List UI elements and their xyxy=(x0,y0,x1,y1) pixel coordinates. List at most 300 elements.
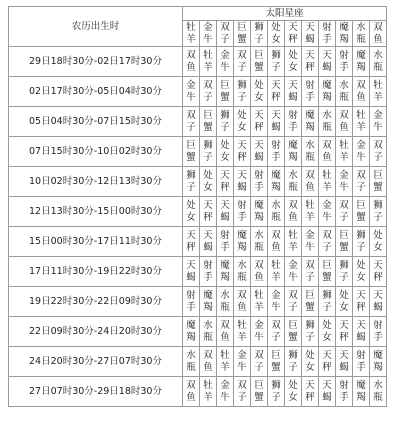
sign-cell xyxy=(251,257,268,287)
sign-char-2: 瓶 xyxy=(339,91,349,103)
sign-char-1: 射 xyxy=(339,379,349,391)
sign-char-1: 金 xyxy=(220,49,230,61)
lunar-time-range: 27日07时30分-29日18时30分 xyxy=(9,377,183,407)
sign-char-2: 鱼 xyxy=(237,301,247,313)
sign-char-1: 天 xyxy=(220,199,230,211)
sign-char-2: 蟹 xyxy=(288,331,298,343)
sign-cell xyxy=(234,287,251,317)
sign-char-2: 蟹 xyxy=(322,271,332,283)
sign-cell xyxy=(200,167,217,197)
sign-cell xyxy=(251,107,268,137)
sign-char-2: 手 xyxy=(203,271,213,283)
sign-char-1: 水 xyxy=(254,229,264,241)
sign-cell xyxy=(200,377,217,407)
sign-char-1: 处 xyxy=(254,79,264,91)
table-row xyxy=(9,167,387,197)
sign-cell xyxy=(319,287,336,317)
sign-char-1: 魔 xyxy=(237,229,247,241)
sign-char-2: 子 xyxy=(237,391,247,403)
header-row-top xyxy=(9,7,387,21)
sign-cell xyxy=(302,257,319,287)
sign-char-2: 手 xyxy=(322,33,332,45)
sign-cell xyxy=(319,317,336,347)
sign-cell xyxy=(200,197,217,227)
sign-char-2: 女 xyxy=(356,271,366,283)
sign-char-2: 鱼 xyxy=(339,121,349,133)
sign-char-2: 瓶 xyxy=(373,391,383,403)
sign-cell xyxy=(370,77,387,107)
sign-cell xyxy=(319,21,336,47)
sign-char-1: 双 xyxy=(203,79,213,91)
sign-char-1: 双 xyxy=(356,169,366,181)
sign-char-1: 魔 xyxy=(356,379,366,391)
sign-char-1: 牡 xyxy=(288,229,298,241)
sign-cell xyxy=(251,377,268,407)
sign-char-2: 手 xyxy=(186,301,196,313)
sign-char-1: 牡 xyxy=(305,199,315,211)
sign-cell xyxy=(183,107,200,137)
sign-char-2: 蝎 xyxy=(373,301,383,313)
sign-cell xyxy=(370,21,387,47)
sign-char-2: 羊 xyxy=(288,241,298,253)
sign-char-1: 射 xyxy=(356,349,366,361)
sign-cell xyxy=(353,21,370,47)
sign-char-2: 羊 xyxy=(305,211,315,223)
sign-char-1: 双 xyxy=(186,379,196,391)
sign-char-2: 羯 xyxy=(186,331,196,343)
sign-char-1: 双 xyxy=(305,259,315,271)
sign-char-2: 羯 xyxy=(356,61,366,73)
sign-char-2: 羊 xyxy=(356,121,366,133)
sign-cell xyxy=(319,227,336,257)
sign-char-1: 金 xyxy=(339,169,349,181)
sign-char-1: 射 xyxy=(220,229,230,241)
sign-char-2: 秤 xyxy=(203,211,213,223)
sign-char-1: 牡 xyxy=(322,169,332,181)
sign-char-1: 狮 xyxy=(373,199,383,211)
sign-cell xyxy=(319,137,336,167)
sign-cell xyxy=(336,287,353,317)
sign-cell xyxy=(234,77,251,107)
sign-cell xyxy=(183,197,200,227)
sign-char-1: 水 xyxy=(237,259,247,271)
sign-char-1: 天 xyxy=(186,229,196,241)
sign-char-2: 鱼 xyxy=(254,271,264,283)
sign-cell xyxy=(370,137,387,167)
sign-cell xyxy=(302,347,319,377)
sign-char-1: 天 xyxy=(339,349,349,361)
sign-char-2: 秤 xyxy=(220,181,230,193)
sign-char-1: 处 xyxy=(288,379,298,391)
sign-cell xyxy=(200,107,217,137)
sign-char-1: 巨 xyxy=(220,79,230,91)
sign-char-2: 牛 xyxy=(220,61,230,73)
table-row xyxy=(9,347,387,377)
sign-cell xyxy=(200,137,217,167)
sign-cell xyxy=(285,167,302,197)
sign-char-1: 天 xyxy=(322,49,332,61)
sign-cell xyxy=(234,347,251,377)
sign-char-2: 子 xyxy=(339,271,349,283)
sign-char-1: 金 xyxy=(373,109,383,121)
sign-char-1: 魔 xyxy=(271,169,281,181)
sign-char-1: 双 xyxy=(254,349,264,361)
sign-char-1: 水 xyxy=(339,79,349,91)
sign-char-1: 双 xyxy=(203,349,213,361)
sign-char-1: 双 xyxy=(271,229,281,241)
sign-char-1: 狮 xyxy=(288,349,298,361)
sign-char-1: 巨 xyxy=(271,349,281,361)
sign-cell xyxy=(302,21,319,47)
sign-cell xyxy=(251,287,268,317)
sign-char-2: 子 xyxy=(322,301,332,313)
sign-char-1: 牡 xyxy=(339,139,349,151)
sign-char-2: 子 xyxy=(237,61,247,73)
sign-char-2: 蟹 xyxy=(271,361,281,373)
sign-char-2: 羊 xyxy=(203,61,213,73)
sign-char-1: 金 xyxy=(203,21,213,33)
sign-char-1: 水 xyxy=(220,289,230,301)
table-row xyxy=(9,77,387,107)
sign-cell xyxy=(268,287,285,317)
sign-char-1: 水 xyxy=(203,319,213,331)
sign-char-2: 秤 xyxy=(271,91,281,103)
sign-char-1: 水 xyxy=(356,21,366,33)
sign-char-2: 蝎 xyxy=(322,61,332,73)
sign-cell xyxy=(302,137,319,167)
sign-char-1: 射 xyxy=(271,139,281,151)
sign-char-2: 蝎 xyxy=(237,181,247,193)
sign-char-2: 牛 xyxy=(305,241,315,253)
sign-char-1: 处 xyxy=(203,169,213,181)
sign-char-2: 子 xyxy=(322,241,332,253)
sign-cell xyxy=(336,107,353,137)
sign-char-1: 天 xyxy=(220,169,230,181)
sign-cell xyxy=(370,317,387,347)
sign-cell xyxy=(370,257,387,287)
sign-char-1: 巨 xyxy=(339,229,349,241)
sign-char-2: 子 xyxy=(220,121,230,133)
sign-cell xyxy=(183,167,200,197)
sign-char-2: 牛 xyxy=(288,271,298,283)
sign-cell xyxy=(285,227,302,257)
sign-char-1: 双 xyxy=(271,319,281,331)
sign-char-1: 天 xyxy=(305,49,315,61)
sign-cell xyxy=(353,167,370,197)
sign-char-1: 狮 xyxy=(220,109,230,121)
sign-char-1: 天 xyxy=(373,289,383,301)
sign-char-1: 天 xyxy=(322,379,332,391)
sign-char-2: 子 xyxy=(186,181,196,193)
sign-char-1: 牡 xyxy=(186,21,196,33)
sign-char-1: 天 xyxy=(339,319,349,331)
sign-char-1: 巨 xyxy=(254,379,264,391)
sign-char-2: 秤 xyxy=(237,151,247,163)
sign-char-2: 羯 xyxy=(203,301,213,313)
sign-cell xyxy=(251,137,268,167)
sign-char-1: 水 xyxy=(373,379,383,391)
sign-char-1: 狮 xyxy=(356,229,366,241)
sign-char-1: 魔 xyxy=(373,349,383,361)
sign-char-2: 羯 xyxy=(254,211,264,223)
sign-cell xyxy=(302,377,319,407)
sign-cell xyxy=(251,317,268,347)
sign-char-1: 天 xyxy=(322,349,332,361)
sign-cell xyxy=(353,287,370,317)
sign-char-1: 魔 xyxy=(203,289,213,301)
sign-char-1: 金 xyxy=(254,319,264,331)
sign-char-2: 手 xyxy=(339,61,349,73)
sign-cell xyxy=(217,21,234,47)
sign-char-1: 射 xyxy=(186,289,196,301)
sign-char-2: 子 xyxy=(271,391,281,403)
sign-char-2: 牛 xyxy=(271,301,281,313)
sign-cell xyxy=(319,77,336,107)
sign-cell xyxy=(353,257,370,287)
sign-char-1: 巨 xyxy=(254,49,264,61)
sign-cell xyxy=(353,317,370,347)
sign-char-2: 羯 xyxy=(322,91,332,103)
sign-cell xyxy=(183,257,200,287)
sign-char-1: 天 xyxy=(288,21,298,33)
lunar-time-range: 22日09时30分-24日20时30分 xyxy=(9,317,183,347)
sign-char-1: 双 xyxy=(220,21,230,33)
sign-cell xyxy=(268,317,285,347)
sign-char-2: 子 xyxy=(356,241,366,253)
sign-char-2: 手 xyxy=(271,151,281,163)
sign-char-2: 蟹 xyxy=(339,241,349,253)
table-row xyxy=(9,227,387,257)
sign-cell xyxy=(234,107,251,137)
sign-char-1: 金 xyxy=(288,259,298,271)
sign-cell xyxy=(285,287,302,317)
sign-cell xyxy=(268,197,285,227)
sign-char-2: 瓶 xyxy=(237,271,247,283)
table-row xyxy=(9,287,387,317)
sign-char-2: 蟹 xyxy=(305,301,315,313)
sign-cell xyxy=(353,47,370,77)
sign-char-2: 鱼 xyxy=(288,211,298,223)
sign-cell xyxy=(370,197,387,227)
sign-cell xyxy=(268,377,285,407)
sign-char-1: 射 xyxy=(305,79,315,91)
sign-char-1: 天 xyxy=(237,139,247,151)
sign-cell xyxy=(268,347,285,377)
sign-char-2: 瓶 xyxy=(356,33,366,45)
sign-char-2: 羊 xyxy=(339,151,349,163)
sign-char-1: 天 xyxy=(373,259,383,271)
sign-char-2: 瓶 xyxy=(305,151,315,163)
sign-char-2: 牛 xyxy=(186,91,196,103)
sign-char-1: 狮 xyxy=(339,259,349,271)
sign-char-2: 瓶 xyxy=(203,331,213,343)
sign-cell xyxy=(183,137,200,167)
sign-char-1: 双 xyxy=(288,289,298,301)
sign-cell xyxy=(217,47,234,77)
sign-char-2: 瓶 xyxy=(322,121,332,133)
sign-cell xyxy=(268,137,285,167)
sign-cell xyxy=(234,137,251,167)
sign-cell xyxy=(268,21,285,47)
sign-char-2: 羯 xyxy=(288,151,298,163)
sign-char-2: 羯 xyxy=(220,271,230,283)
sign-char-1: 处 xyxy=(186,199,196,211)
sign-cell xyxy=(336,21,353,47)
sign-char-2: 羯 xyxy=(339,33,349,45)
sign-char-1: 牡 xyxy=(373,79,383,91)
sign-char-1: 牡 xyxy=(356,109,366,121)
lunar-time-range: 17日11时30分-19日22时30分 xyxy=(9,257,183,287)
sign-cell xyxy=(217,377,234,407)
sign-char-2: 羊 xyxy=(237,331,247,343)
sign-char-2: 子 xyxy=(339,211,349,223)
sign-char-1: 狮 xyxy=(254,21,264,33)
sign-cell xyxy=(217,167,234,197)
sign-cell xyxy=(370,377,387,407)
lunar-time-header: 农历出生时 xyxy=(9,7,183,47)
sign-char-2: 子 xyxy=(305,271,315,283)
sign-char-2: 蟹 xyxy=(186,151,196,163)
sign-char-2: 手 xyxy=(339,391,349,403)
sign-char-2: 瓶 xyxy=(373,61,383,73)
sign-char-1: 双 xyxy=(322,139,332,151)
sign-char-1: 双 xyxy=(237,379,247,391)
sign-char-1: 金 xyxy=(220,379,230,391)
sign-char-2: 蟹 xyxy=(373,181,383,193)
sign-cell xyxy=(217,287,234,317)
sign-char-2: 蟹 xyxy=(237,33,247,45)
sign-char-2: 羯 xyxy=(373,361,383,373)
sign-char-2: 女 xyxy=(322,331,332,343)
sign-cell xyxy=(285,47,302,77)
sign-char-1: 天 xyxy=(288,79,298,91)
sign-char-2: 羊 xyxy=(271,271,281,283)
sign-cell xyxy=(302,287,319,317)
sign-char-1: 魔 xyxy=(254,199,264,211)
sign-char-2: 秤 xyxy=(305,391,315,403)
sign-char-1: 双 xyxy=(237,289,247,301)
sign-cell xyxy=(234,47,251,77)
sign-char-2: 蝎 xyxy=(254,151,264,163)
sign-char-1: 天 xyxy=(237,169,247,181)
sign-char-2: 秤 xyxy=(339,331,349,343)
sign-cell xyxy=(302,317,319,347)
sign-char-1: 金 xyxy=(356,139,366,151)
sign-char-2: 瓶 xyxy=(186,361,196,373)
sign-cell xyxy=(217,317,234,347)
sign-char-2: 子 xyxy=(203,151,213,163)
sign-char-1: 巨 xyxy=(288,319,298,331)
sign-cell xyxy=(285,197,302,227)
sign-char-2: 蝎 xyxy=(356,331,366,343)
sign-char-2: 羊 xyxy=(373,91,383,103)
sign-char-2: 子 xyxy=(288,361,298,373)
sign-char-1: 魔 xyxy=(339,21,349,33)
sign-char-2: 子 xyxy=(254,361,264,373)
sign-char-2: 手 xyxy=(254,181,264,193)
sign-cell xyxy=(251,77,268,107)
sign-char-2: 瓶 xyxy=(220,301,230,313)
sign-char-1: 巨 xyxy=(322,259,332,271)
sign-char-1: 双 xyxy=(322,229,332,241)
sign-cell xyxy=(302,167,319,197)
sign-cell xyxy=(353,107,370,137)
sign-cell xyxy=(217,347,234,377)
sign-char-1: 双 xyxy=(237,49,247,61)
sign-char-2: 蝎 xyxy=(220,211,230,223)
sign-cell xyxy=(234,167,251,197)
sign-char-1: 天 xyxy=(271,109,281,121)
sign-char-2: 手 xyxy=(305,91,315,103)
sign-char-1: 双 xyxy=(373,139,383,151)
lunar-time-range: 10日02时30分-12日13时30分 xyxy=(9,167,183,197)
sign-char-2: 鱼 xyxy=(220,331,230,343)
sign-char-1: 双 xyxy=(373,21,383,33)
sign-cell xyxy=(234,227,251,257)
sign-char-2: 女 xyxy=(288,61,298,73)
sign-cell xyxy=(370,347,387,377)
sign-cell xyxy=(319,167,336,197)
sign-char-2: 蟹 xyxy=(254,61,264,73)
sign-cell xyxy=(234,197,251,227)
sign-char-1: 射 xyxy=(254,169,264,181)
sign-cell xyxy=(251,197,268,227)
sign-cell xyxy=(336,377,353,407)
sign-cell xyxy=(285,107,302,137)
sign-char-1: 巨 xyxy=(186,139,196,151)
sign-char-2: 蝎 xyxy=(322,391,332,403)
sign-char-2: 子 xyxy=(220,33,230,45)
sign-char-1: 天 xyxy=(254,139,264,151)
lunar-time-range: 24日20时30分-27日07时30分 xyxy=(9,347,183,377)
table-row xyxy=(9,257,387,287)
sign-cell xyxy=(370,167,387,197)
sign-char-1: 魔 xyxy=(356,49,366,61)
sign-char-1: 处 xyxy=(305,349,315,361)
sign-char-1: 处 xyxy=(373,229,383,241)
table-row xyxy=(9,197,387,227)
sign-char-1: 天 xyxy=(356,319,366,331)
sign-cell xyxy=(336,167,353,197)
sign-cell xyxy=(353,137,370,167)
sign-char-1: 巨 xyxy=(203,109,213,121)
sign-char-1: 魔 xyxy=(322,79,332,91)
sign-char-2: 女 xyxy=(339,301,349,313)
sign-char-2: 女 xyxy=(305,361,315,373)
sign-char-2: 蟹 xyxy=(356,211,366,223)
sign-char-1: 处 xyxy=(356,259,366,271)
sign-cell xyxy=(217,227,234,257)
sign-cell xyxy=(200,287,217,317)
sign-cell xyxy=(353,77,370,107)
sign-char-1: 天 xyxy=(271,79,281,91)
lunar-time-range: 07日15时30分-10日02时30分 xyxy=(9,137,183,167)
sign-cell xyxy=(200,77,217,107)
sign-cell xyxy=(370,47,387,77)
sign-char-1: 牡 xyxy=(271,259,281,271)
sign-cell xyxy=(200,317,217,347)
sign-char-1: 金 xyxy=(305,229,315,241)
sign-char-2: 子 xyxy=(186,121,196,133)
table-row xyxy=(9,47,387,77)
sign-cell xyxy=(251,47,268,77)
sign-cell xyxy=(251,167,268,197)
sign-char-1: 双 xyxy=(305,169,315,181)
lunar-zodiac-table-wrapper xyxy=(8,6,387,407)
sign-char-2: 鱼 xyxy=(186,391,196,403)
sign-char-2: 手 xyxy=(356,361,366,373)
table-row xyxy=(9,107,387,137)
